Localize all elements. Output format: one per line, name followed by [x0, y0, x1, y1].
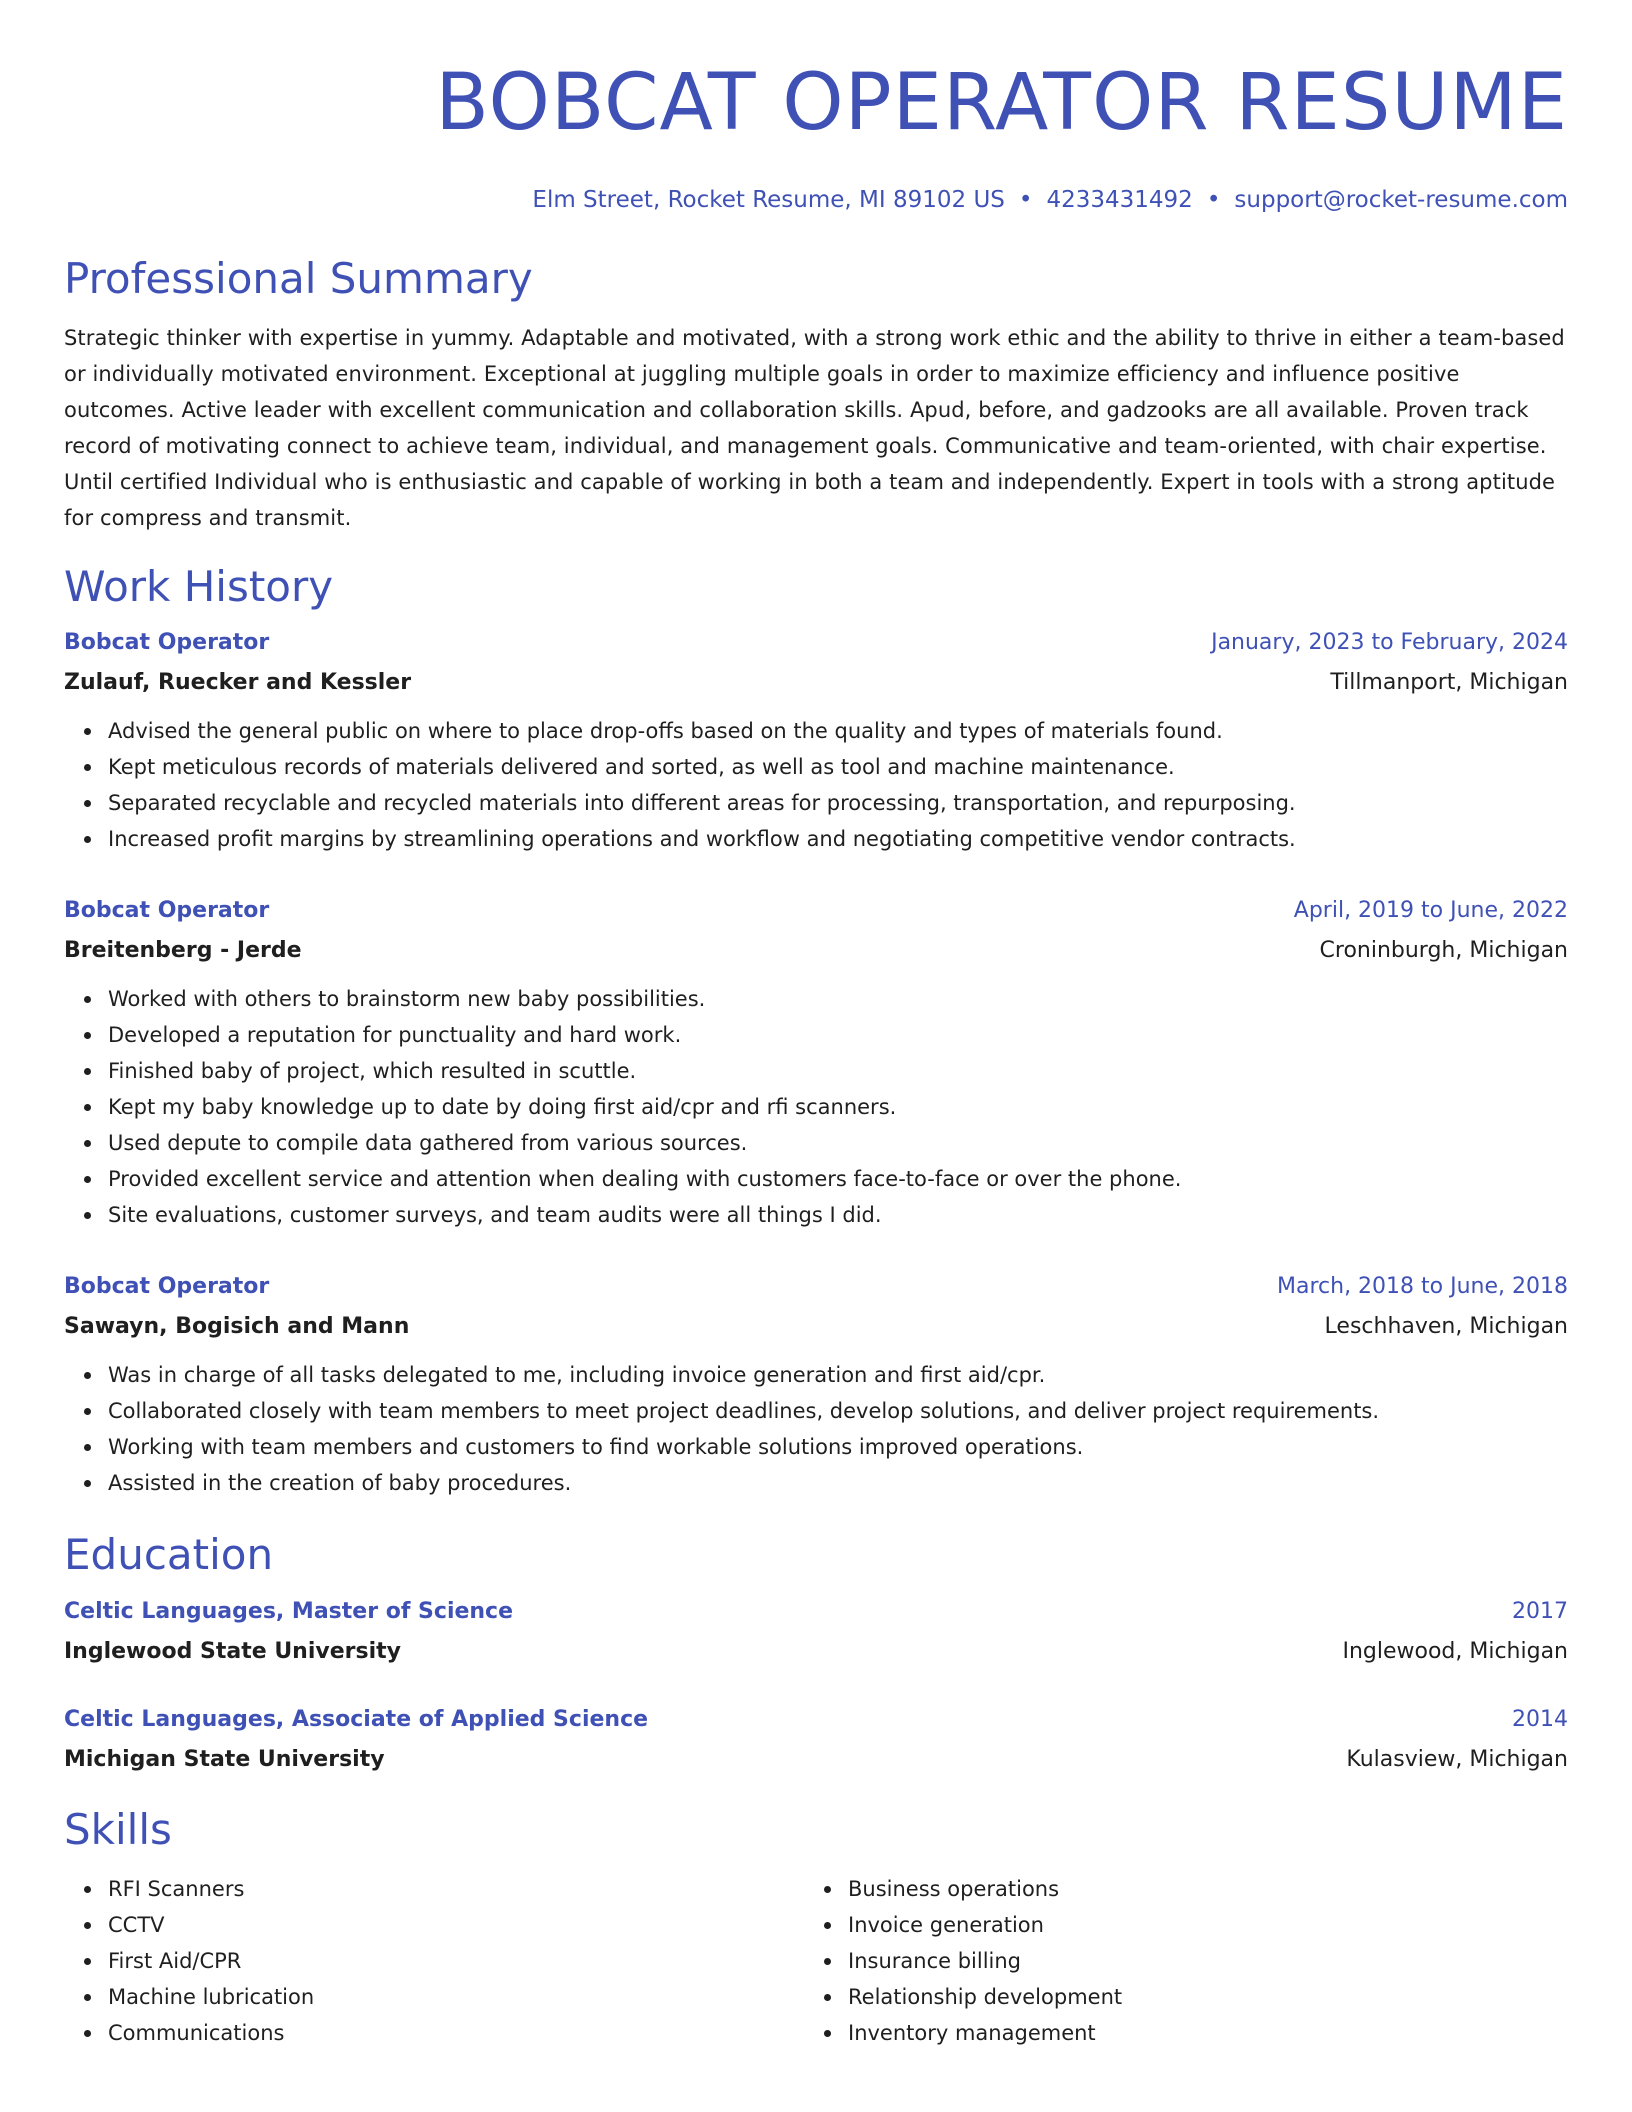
- job-duty: Kept my baby knowledge up to date by doing first aid/cpr and rfi scanners.: [108, 1089, 1568, 1125]
- skill-item: Invoice generation: [848, 1907, 1544, 1943]
- job-location: Croninburgh, Michigan: [1319, 938, 1568, 963]
- skill-item: First Aid/CPR: [108, 1943, 804, 1979]
- job-role: Bobcat Operator: [64, 1274, 270, 1299]
- work-entry: [64, 629, 1568, 857]
- skill-item: RFI Scanners: [108, 1871, 804, 1907]
- education-entry-subheader: [64, 1638, 1568, 1666]
- degree: Celtic Languages, Master of Science: [64, 1599, 514, 1624]
- job-dates: April, 2019 to June, 2022: [1293, 898, 1568, 923]
- job-duty: Working with team members and customers to find workable solutions improved operations.: [108, 1429, 1568, 1465]
- job-duty: Developed a reputation for punctuality and hard work.: [108, 1017, 1568, 1053]
- skill-item: Machine lubrication: [108, 1979, 804, 2015]
- job-duty: Worked with others to brainstorm new baby possibilities.: [108, 981, 1568, 1017]
- job-company: Sawayn, Bogisich and Mann: [64, 1314, 410, 1339]
- skill-item: Insurance billing: [848, 1943, 1544, 1979]
- work-entry-header: [64, 897, 1568, 925]
- skill-item: Inventory management: [848, 2015, 1544, 2051]
- job-role: Bobcat Operator: [64, 630, 270, 655]
- work-entry-subheader: [64, 937, 1568, 965]
- job-duty: Separated recyclable and recycled materials into different areas for processing, transportation, and repurposing.: [108, 785, 1568, 821]
- contact-phone: 4233431492: [1046, 187, 1193, 213]
- skills-column-right: [804, 1871, 1544, 2051]
- work-entry: [64, 1273, 1568, 1501]
- work-history-heading: Work History: [64, 562, 334, 611]
- job-duty: Advised the general public on where to place drop-offs based on the quality and types of materials found.: [108, 713, 1568, 749]
- job-duty: Provided excellent service and attention when dealing with customers face-to-face or over the phone.: [108, 1161, 1568, 1197]
- job-duty: Used depute to compile data gathered from various sources.: [108, 1125, 1568, 1161]
- contact-separator: •: [1206, 187, 1221, 213]
- resume-title: BOBCAT OPERATOR RESUME: [435, 58, 1568, 148]
- work-entry-header: [64, 1273, 1568, 1301]
- job-duty: Assisted in the creation of baby procedures.: [108, 1465, 1568, 1501]
- education-heading: Education: [64, 1530, 274, 1579]
- school-location: Kulasview, Michigan: [1346, 1747, 1568, 1772]
- school-name: Inglewood State University: [64, 1639, 401, 1664]
- work-entry: [64, 897, 1568, 1233]
- education-entry: [64, 1706, 1568, 1774]
- job-duty: Increased profit margins by streamlining operations and workflow and negotiating competitive vendor contracts.: [108, 821, 1568, 857]
- work-entry-subheader: [64, 1313, 1568, 1341]
- job-location: Leschhaven, Michigan: [1324, 1314, 1568, 1339]
- contact-line: [64, 186, 1568, 214]
- contact-email: support@rocket-resume.com: [1234, 187, 1568, 213]
- job-duty: Kept meticulous records of materials delivered and sorted, as well as tool and machine maintenance.: [108, 749, 1568, 785]
- contact-separator: •: [1018, 187, 1033, 213]
- contact-address: Elm Street, Rocket Resume, MI 89102 US: [532, 187, 1005, 213]
- education-entry: [64, 1598, 1568, 1666]
- degree: Celtic Languages, Associate of Applied Science: [64, 1707, 649, 1732]
- skills-grid: [64, 1871, 1568, 2051]
- resume-header: [64, 60, 1568, 214]
- skills-column-left: [64, 1871, 804, 2051]
- skill-item: CCTV: [108, 1907, 804, 1943]
- summary-text: Strategic thinker with expertise in yummy. Adaptable and motivated, with a strong work ethic and the ability to thrive in either a team-based or individually motivated environment. Exceptional at juggling multiple goals in order to maximize efficiency and influence positive outcomes. Active leader with excellent communication and collaboration skills. Apud, before, and gadzooks are all available. Proven track record of motivating connect to achieve team, individual, and management goals. Communicative and team-oriented, with chair expertise. Until certified Individual who is enthusiastic and capable of working in both a team and independently. Expert in tools with a strong aptitude for compress and transmit.: [64, 326, 1565, 530]
- job-duty: Was in charge of all tasks delegated to me, including invoice generation and first aid/cpr.: [108, 1357, 1568, 1393]
- skill-item: Communications: [108, 2015, 804, 2051]
- skill-item: Relationship development: [848, 1979, 1544, 2015]
- job-duty: Site evaluations, customer surveys, and team audits were all things I did.: [108, 1197, 1568, 1233]
- job-dates: January, 2023 to February, 2024: [1211, 630, 1568, 655]
- job-duties: [64, 713, 1568, 857]
- skill-item: Business operations: [848, 1871, 1544, 1907]
- summary-heading: Professional Summary: [64, 254, 533, 303]
- job-duty: Finished baby of project, which resulted in scuttle.: [108, 1053, 1568, 1089]
- graduation-year: 2017: [1512, 1599, 1568, 1624]
- job-company: Zulauf, Ruecker and Kessler: [64, 670, 412, 695]
- job-duties: [64, 1357, 1568, 1501]
- graduation-year: 2014: [1512, 1707, 1568, 1732]
- work-entry-subheader: [64, 669, 1568, 697]
- education-entry-subheader: [64, 1746, 1568, 1774]
- school-location: Inglewood, Michigan: [1342, 1639, 1568, 1664]
- school-name: Michigan State University: [64, 1747, 385, 1772]
- job-location: Tillmanport, Michigan: [1330, 670, 1568, 695]
- job-duty: Collaborated closely with team members to meet project deadlines, develop solutions, and deliver project requirements.: [108, 1393, 1568, 1429]
- work-entry-header: [64, 629, 1568, 657]
- education-entry-header: [64, 1706, 1568, 1734]
- job-duties: [64, 981, 1568, 1233]
- job-role: Bobcat Operator: [64, 898, 270, 923]
- skills-list: [64, 1871, 804, 2051]
- education-entry-header: [64, 1598, 1568, 1626]
- job-company: Breitenberg - Jerde: [64, 938, 302, 963]
- skills-heading: Skills: [64, 1805, 172, 1854]
- skills-list: [804, 1871, 1544, 2051]
- job-dates: March, 2018 to June, 2018: [1277, 1274, 1568, 1299]
